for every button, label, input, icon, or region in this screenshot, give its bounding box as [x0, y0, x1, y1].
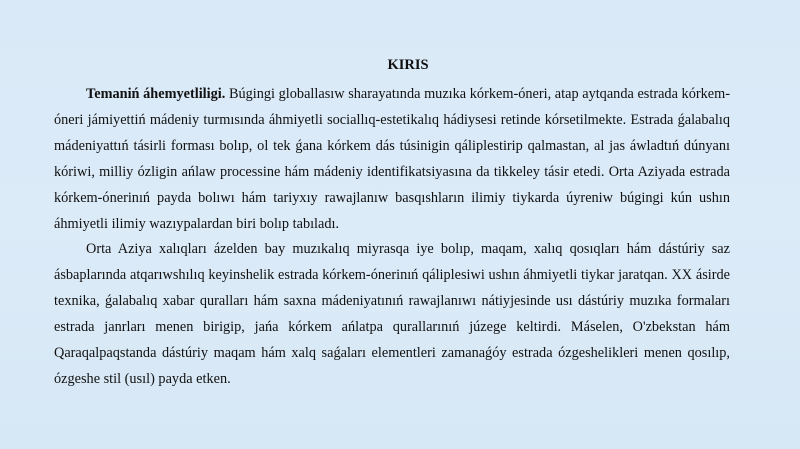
document-page: [54, 56, 730, 393]
paragraph-1-lead: Temaniń áhemyetliligi.: [86, 86, 226, 102]
section-title: KIRIS: [387, 57, 429, 73]
paragraph-1-text: Búgingi globallasıw sharayatında muzıka kórkem-óneri, atap aytqanda estrada kórkem-óneri jámiyettiń mádeniy turmısında áhmiyetli sociallıq-estetikalıq hádiysesi retinde kórsetilmekte. Estrada ǵalabalıq mádeniyattıń tásirli forması bolıp, ol tek ǵana kórkem dás túsinigin qáliplestirip qalmastan, al jas áwladtıń dúnyanı kóriwi, milliy ózligin ańlaw processine hám mádeniy identifikatsiyasına da tikkeley tásir etedi. Orta Aziyada estrada kórkem-ónerinıń payda bolıwı hám tariyxıy rawajlanıw basqıshların ilimiy tiykarda úyreniw búgingi kún ushın áhmiyetli ilimiy wazıypalardan biri bolıp tabıladı.: [54, 86, 730, 232]
paragraph-2-text: Orta Aziya xalıqları ázelden bay muzıkalıq miyrasqa iye bolıp, maqam, xalıq qosıqları hám dástúriy saz ásbaplarında atqarıwshılıq keyinshelik estrada kórkem-ónerinıń qáliplesiwi ushın áhmiyetli tiykar jaratqan. XX ásirde texnika, ǵalabalıq xabar quralları hám saxna mádeniyatınıń rawajlanıwı nátiyjesinde usı dástúriy muzıka formaları estrada janrları menen birigip, jańa kórkem ańlatpa qurallarınıń júzege keltirdi. Máselen, O'zbekstan hám Qaraqalpaqstanda dástúriy maqam hám xalq saǵaları elementleri zamanaǵóy estrada ózgeshelikleri menen qosılıp, ózgeshe stil (usıl) payda etken.: [54, 241, 730, 387]
paragraph-2: [54, 237, 730, 392]
paragraph-1: [54, 82, 730, 237]
